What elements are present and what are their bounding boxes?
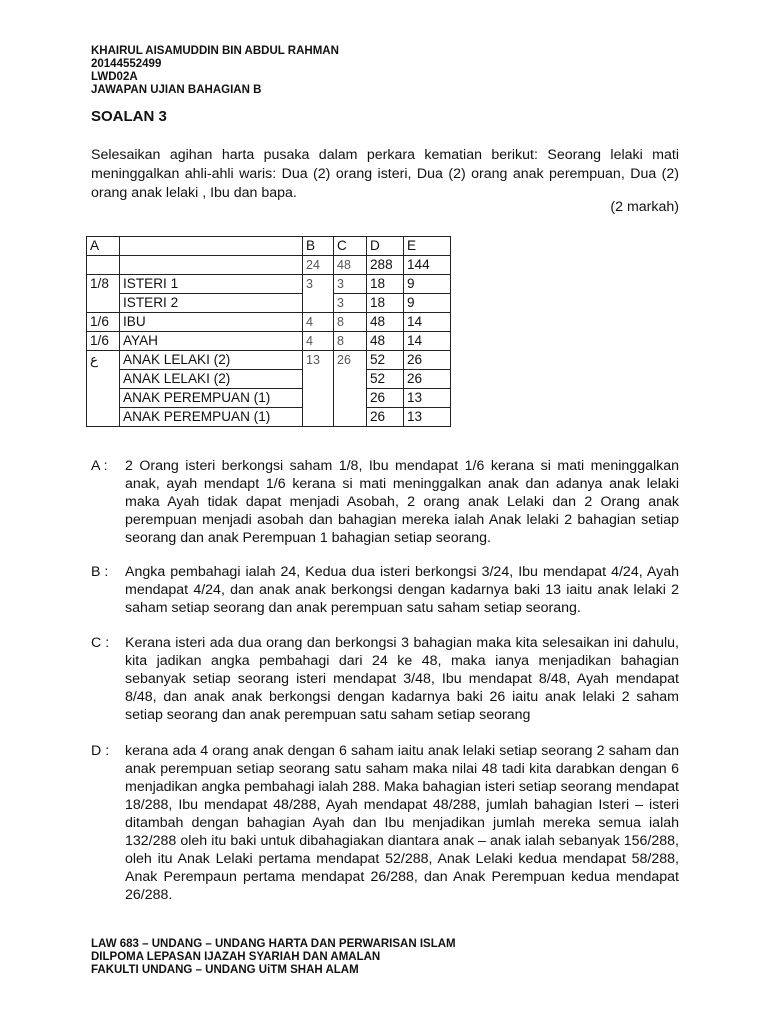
heir-cell: ANAK LELAKI (2) bbox=[120, 351, 303, 370]
base-cell: 48 bbox=[334, 256, 367, 275]
table-base-row bbox=[87, 256, 451, 275]
footer-faculty: FAKULTI UNDANG – UNDANG UiTM SHAH ALAM bbox=[91, 964, 359, 976]
answer-text: kerana ada 4 orang anak dengan 6 saham iaitu anak lelaki setiap seorang 2 saham dan anak perempuan setiap seorang satu saham maka nilai 48 tadi kita darabkan dengan 6 menjadikan angka pembahagi ialah 288. Maka bahagian isteri setiap seorang mendapat 18/288, Ibu mendapat 48/288, Ayah mendapat 48/288, jumlah bahagian Isteri – isteri ditambah dengan bahagian Ayah dan Ibu menjadikan jumlah mereka semua ialah 132/288 oleh itu baki untuk dibahagiakan diantara anak – anak ialah sebanyak 156/288, oleh itu Anak Lelaki pertama mendapat 52/288, Anak Lelaki kedua mendapat 58/288, Anak Perempaun pertama mendapat 26/288, dan Anak Perempuan kedua mendapat 26/288. bbox=[125, 743, 679, 903]
inheritance-table bbox=[86, 236, 451, 427]
b-cell: 4 bbox=[303, 332, 334, 351]
d-cell: 52 bbox=[367, 351, 404, 370]
base-cell bbox=[120, 256, 303, 275]
e-cell: 14 bbox=[404, 332, 451, 351]
document-header bbox=[91, 45, 339, 97]
answer-text: Kerana isteri ada dua orang dan berkongsi 3 bahagian maka kita selesaikan ini dahulu, kita jadikan angka pembahagi dari 24 ke 48, maka ianya menjadikan bahagian sebanyak setiap seorang isteri mendapat 3/48, Ibu mendapat 8/48, Ayah mendapat 8/48, dan anak anak berkongsi dengan kadarnya baki 26 iaitu anak lelaki 2 saham setiap seorang dan anak perempuan satu saham setiap seorang bbox=[125, 635, 679, 723]
answer-label: D : bbox=[91, 743, 110, 759]
answer-label: C : bbox=[91, 635, 110, 651]
b-cell bbox=[303, 408, 334, 427]
question-marks: (2 markah) bbox=[610, 199, 679, 215]
student-id: 20144552499 bbox=[91, 58, 162, 70]
d-cell: 48 bbox=[367, 313, 404, 332]
table-header-row bbox=[87, 237, 451, 256]
document-title: JAWAPAN UJIAN BAHAGIAN B bbox=[91, 84, 262, 96]
e-cell: 9 bbox=[404, 275, 451, 294]
class-code: LWD02A bbox=[91, 71, 138, 83]
share-cell: 1/6 bbox=[87, 313, 120, 332]
c-cell: 3 bbox=[334, 294, 367, 313]
footer-program: DILPOMA LEPASAN IJAZAH SYARIAH DAN AMALAN bbox=[91, 951, 381, 963]
heir-cell: IBU bbox=[120, 313, 303, 332]
header-cell: A bbox=[87, 237, 120, 256]
d-cell: 18 bbox=[367, 294, 404, 313]
student-name: KHAIRUL AISAMUDDIN BIN ABDUL RAHMAN bbox=[91, 45, 339, 57]
b-cell bbox=[303, 370, 334, 389]
c-cell: 3 bbox=[334, 275, 367, 294]
table-row bbox=[87, 313, 451, 332]
answer-label: B : bbox=[91, 564, 109, 580]
b-cell: 4 bbox=[303, 313, 334, 332]
heir-cell: AYAH bbox=[120, 332, 303, 351]
header-cell: D bbox=[367, 237, 404, 256]
footer-course: LAW 683 – UNDANG – UNDANG HARTA DAN PERWARISAN ISLAM bbox=[91, 938, 456, 950]
answer-text: 2 Orang isteri berkongsi saham 1/8, Ibu mendapat 1/6 kerana si mati meninggalkan anak, ayah mendapt 1/6 kerana si mati meninggalkan anak dan adanya anak lelaki maka Ayah tidak dapat menjadi Asobah, 2 orang anak Lelaki dan 2 Orang anak perempuan menjadi asobah dan bahagian mereka ialah Anak lelaki 2 bahagian setiap seorang dan anak Perempuan 1 bahagian setiap seorang. bbox=[125, 458, 679, 546]
base-cell: 288 bbox=[367, 256, 404, 275]
base-cell: 24 bbox=[303, 256, 334, 275]
c-cell bbox=[334, 408, 367, 427]
answer-text: Angka pembahagi ialah 24, Kedua dua isteri berkongsi 3/24, Ibu mendapat 4/24, Ayah mendapat 4/24, dan anak anak berkongsi dengan kadarnya baki 13 iaitu anak lelaki 2 saham setiap seorang dan anak perempuan satu saham setiap seorang. bbox=[125, 564, 679, 616]
heir-cell: ANAK LELAKI (2) bbox=[120, 370, 303, 389]
table-row bbox=[87, 408, 451, 427]
heir-cell: ISTERI 1 bbox=[120, 275, 303, 294]
table-row bbox=[87, 275, 451, 294]
header-cell bbox=[120, 237, 303, 256]
table-row bbox=[87, 370, 451, 389]
d-cell: 26 bbox=[367, 389, 404, 408]
c-cell: 8 bbox=[334, 332, 367, 351]
table-row bbox=[87, 294, 451, 313]
table-row bbox=[87, 389, 451, 408]
share-cell: 1/8 bbox=[87, 275, 120, 294]
b-cell: 13 bbox=[303, 351, 334, 370]
heir-cell: ANAK PEREMPUAN (1) bbox=[120, 389, 303, 408]
header-cell: B bbox=[303, 237, 334, 256]
b-cell bbox=[303, 294, 334, 313]
d-cell: 52 bbox=[367, 370, 404, 389]
c-cell bbox=[334, 370, 367, 389]
c-cell bbox=[334, 389, 367, 408]
b-cell: 3 bbox=[303, 275, 334, 294]
e-cell: 14 bbox=[404, 313, 451, 332]
e-cell: 13 bbox=[404, 408, 451, 427]
share-cell bbox=[87, 389, 120, 408]
table-row bbox=[87, 332, 451, 351]
e-cell: 26 bbox=[404, 370, 451, 389]
heir-cell: ANAK PEREMPUAN (1) bbox=[120, 408, 303, 427]
share-cell bbox=[87, 370, 120, 389]
answer-a bbox=[91, 457, 679, 547]
e-cell: 26 bbox=[404, 351, 451, 370]
answer-d bbox=[91, 742, 679, 904]
base-cell bbox=[87, 256, 120, 275]
answer-c bbox=[91, 634, 679, 724]
b-cell bbox=[303, 389, 334, 408]
d-cell: 48 bbox=[367, 332, 404, 351]
document-footer bbox=[91, 938, 456, 977]
question-heading: SOALAN 3 bbox=[91, 108, 167, 125]
answer-b bbox=[91, 563, 679, 617]
c-cell: 8 bbox=[334, 313, 367, 332]
d-cell: 18 bbox=[367, 275, 404, 294]
share-cell bbox=[87, 408, 120, 427]
share-cell bbox=[87, 294, 120, 313]
c-cell: 26 bbox=[334, 351, 367, 370]
heir-cell: ISTERI 2 bbox=[120, 294, 303, 313]
header-cell: C bbox=[334, 237, 367, 256]
e-cell: 9 bbox=[404, 294, 451, 313]
question-text: Selesaikan agihan harta pusaka dalam perkara kematian berikut: Seorang lelaki mati meninggalkan ahli-ahli waris: Dua (2) orang isteri, Dua (2) orang anak perempuan, Dua (2) orang anak lelaki , Ibu dan bapa. bbox=[91, 147, 679, 201]
share-cell: 1/6 bbox=[87, 332, 120, 351]
share-cell: ع bbox=[87, 351, 120, 370]
header-cell: E bbox=[404, 237, 451, 256]
answer-label: A : bbox=[91, 458, 108, 474]
base-cell: 144 bbox=[404, 256, 451, 275]
d-cell: 26 bbox=[367, 408, 404, 427]
table-row bbox=[87, 351, 451, 370]
e-cell: 13 bbox=[404, 389, 451, 408]
